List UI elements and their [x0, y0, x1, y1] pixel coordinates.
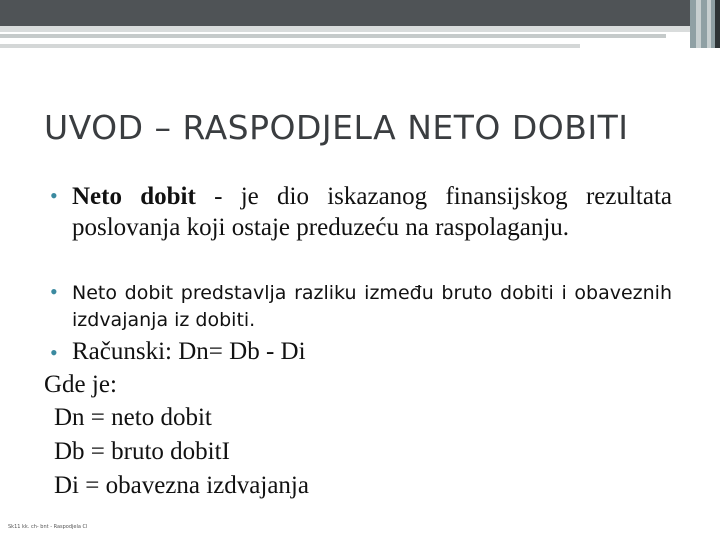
bullet-neto-dobit [72, 181, 672, 243]
definition-text: - je dio iskazanog finansijskog rezultata poslovanja koji ostaje preduzeću na raspolaganju. [72, 183, 672, 241]
bullet-neto-dobit-explanation: Neto dobit predstavlja razliku između bruto dobiti i obaveznih izdvajanja iz dobiti. [72, 282, 672, 331]
header-bar-shade [0, 26, 700, 32]
bullet-marker: • [50, 183, 58, 208]
bullet-marker: • [50, 340, 58, 365]
decorative-stripe [707, 0, 711, 48]
decorative-line [0, 34, 666, 38]
decorative-line [0, 44, 580, 48]
decorative-stripe [715, 0, 720, 48]
header-bar [0, 0, 720, 26]
slide-title: UVOD – RASPODJELA NETO DOBITI [44, 108, 629, 147]
definition-di: Di = obavezna izdvajanja [54, 472, 309, 499]
decorative-stripes [690, 0, 720, 48]
where-label: Gde je: [44, 371, 117, 398]
bullet-formula: Računski: Dn= Db - Di [72, 338, 306, 365]
bullet-marker: • [50, 279, 58, 304]
definition-dn: Dn = neto dobit [54, 404, 212, 431]
definition-db: Db = bruto dobitI [54, 438, 230, 465]
decorative-stripe [696, 0, 701, 48]
slide-footer: Sk11 kk. ch- bnt - Raspodjela Cl [8, 524, 88, 530]
term-neto-dobit: Neto dobit [72, 183, 196, 210]
